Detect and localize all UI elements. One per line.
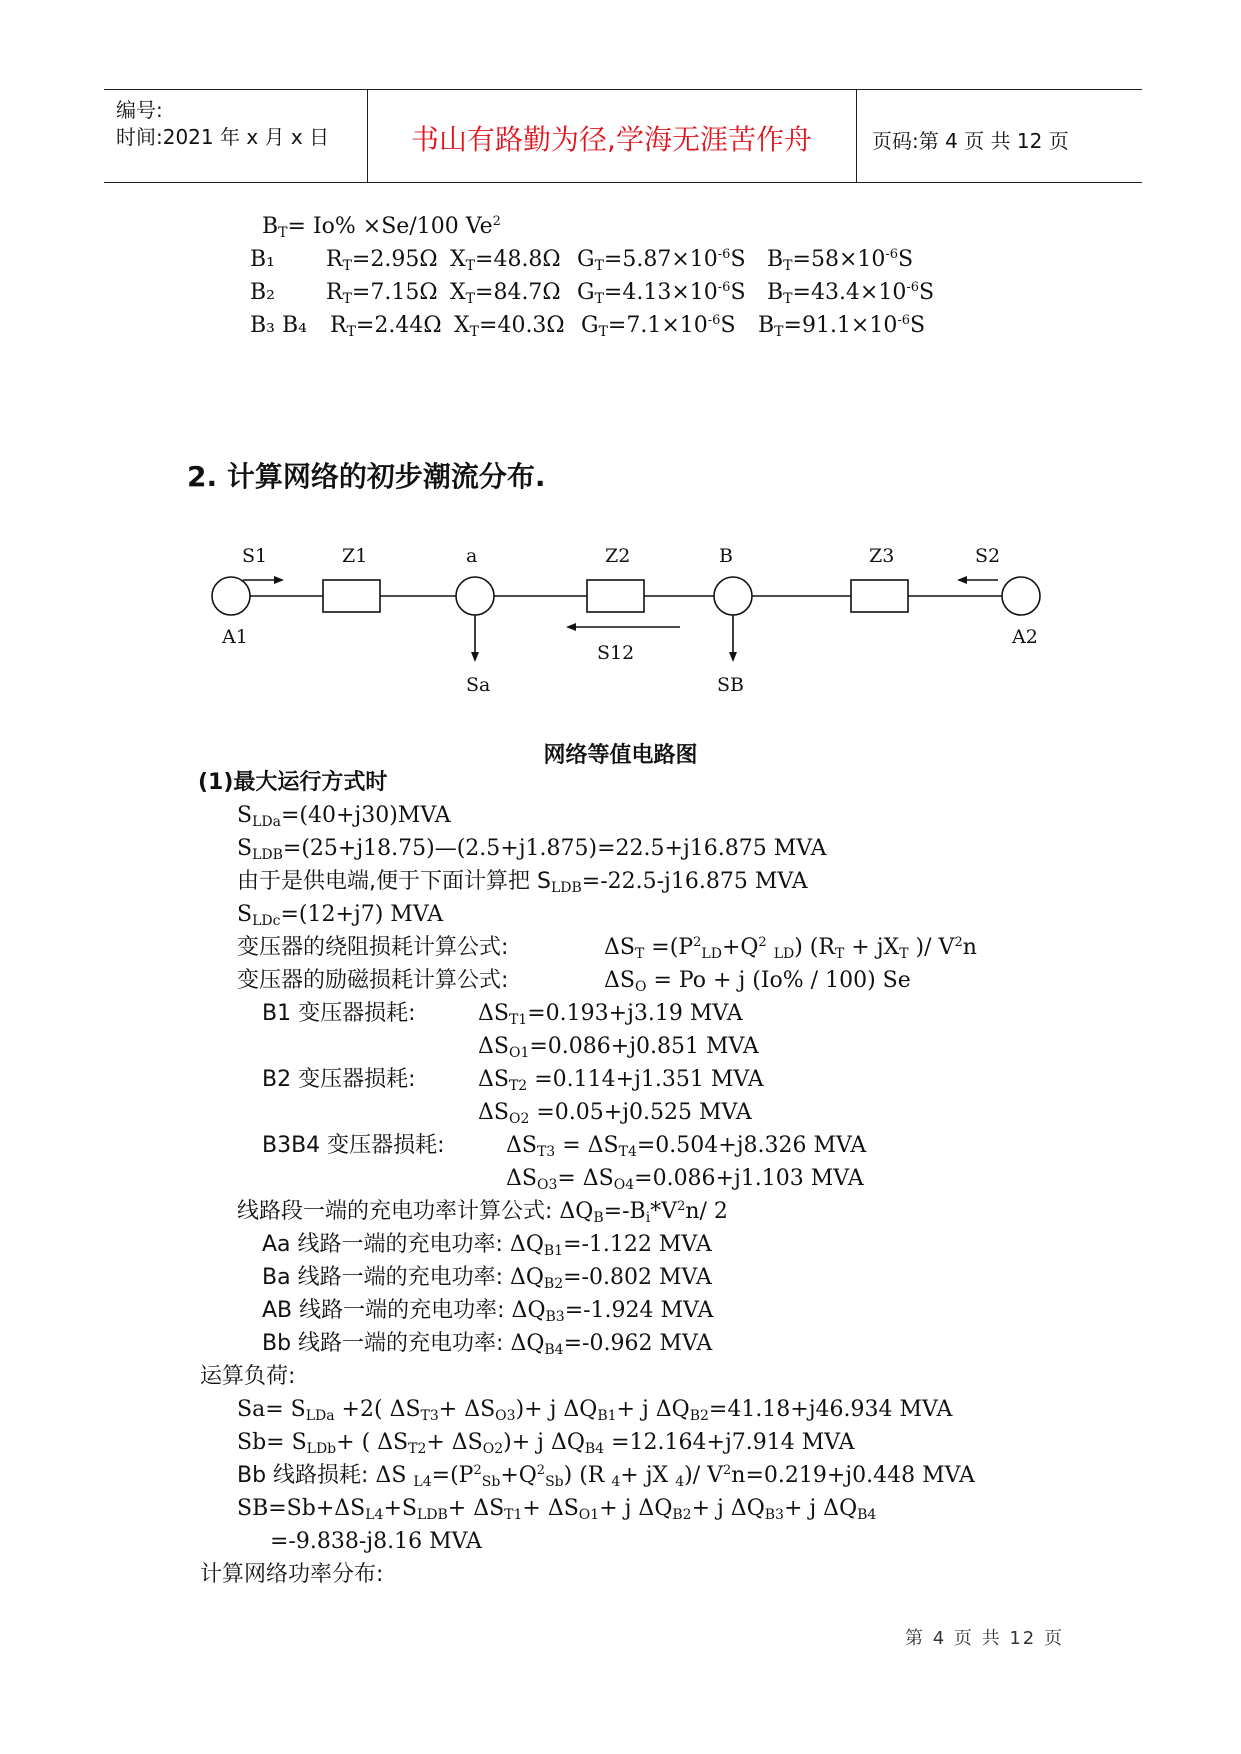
b34-so: $\Delta S_{O3}= \Delta S_{O4}=0.086+j1.103$ MVA: [506, 1166, 864, 1193]
header-number: 编号:: [116, 98, 163, 122]
node-a: [456, 577, 494, 615]
sa-formula: $Sa= S_{LDa} +2$( $\Delta S_{T3}+ \Delta S_{O3})+ j$ $\Delta Q_{B1}+ j$ $\Delta Q_{B2}=41.18+j46.934$ MVA: [237, 1397, 953, 1424]
charging-ab: AB 线路一端的充电功率: $\Delta Q_{B3}=-1.924$ MVA: [262, 1298, 714, 1325]
s-lda-line: $S_{LDa}=(40+j30)MVA$: [237, 803, 451, 830]
label-A2: A2: [1012, 626, 1038, 648]
label-a: a: [466, 545, 478, 567]
b1-st: $\Delta S_{T1}=0.193+j3.19$ MVA: [478, 1001, 743, 1028]
b1-so: $\Delta S_{O1}=0.086+j0.851$ MVA: [478, 1034, 759, 1061]
param-row-name: B₁: [250, 247, 275, 272]
charging-ba: Ba 线路一端的充电功率: $\Delta Q_{B2}=-0.802$ MVA: [262, 1265, 712, 1292]
b2-st: $\Delta S_{T2} =0.114+j1.351$ MVA: [478, 1067, 764, 1094]
label-S12: S12: [597, 642, 635, 664]
page-footer: 第 4 页 共 12 页: [905, 1628, 1064, 1649]
s-ldc-line: $S_{LDc}=(12+j7)$ MVA: [237, 902, 444, 929]
excitation-loss-formula: $\Delta S_O = Po + j$ (Io% / 100) Se: [604, 968, 911, 995]
section-title: 2. 计算网络的初步潮流分布.: [187, 460, 546, 493]
b1-loss-label: B1 变压器损耗:: [262, 1001, 416, 1026]
param-row-name: B₂: [250, 280, 275, 305]
label-A1: A1: [222, 626, 248, 648]
b2-so: $\Delta S_{O2} =0.05+j0.525$ MVA: [478, 1100, 752, 1127]
case-title: (1)最大运行方式时: [198, 770, 388, 795]
header-motto: 书山有路勤为径,学海无涯苦作舟: [411, 123, 812, 156]
SB-formula: $SB=Sb+\Delta S_{L4}+S_{LDB}+ \Delta S_{T1}+ \Delta S_{O1}+ j$ $\Delta Q_{B2}+ j$ $\Delta Q_{B3}+ j$ $\Delta Q_{B4}$: [237, 1496, 877, 1523]
excitation-loss-label: 变压器的励磁损耗计算公式:: [237, 968, 509, 993]
b34-st: $\Delta S_{T3} = \Delta S_{T4}=0.504+j8.326$ MVA: [506, 1133, 867, 1160]
sb-formula: $Sb= S_{LDb}+$ ( $\Delta S_{T2}+ \Delta S_{O2})+ j$ $\Delta Q_{B4} =12.164+j7.914$ MVA: [237, 1430, 855, 1457]
SB-result: =-9.838-j8.16 MVA: [270, 1529, 482, 1554]
winding-loss-formula: $\Delta S_T =(P^2_{LD}+Q^2$ $_{LD}$) ($R_T + jX_T$ )/ $V^2n$: [604, 935, 977, 962]
impedance-Z2: [587, 580, 644, 612]
impedance-Z3: [851, 580, 908, 612]
bt-formula: $B_T= Io\% \times Se/100$ Ve$^2$: [262, 214, 501, 241]
label-B: B: [719, 545, 733, 567]
bb-line-loss: Bb 线路损耗: ΔS $_{L4}=(P^2_{Sb}+Q^2_{Sb})$ (R $_4$+ jX $_4$)/ $V^2n=0.219+j0.448$ MVA: [237, 1463, 975, 1490]
charging-bb: Bb 线路一端的充电功率: $\Delta Q_{B4}=-0.962$ MVA: [262, 1331, 713, 1358]
load-title: 运算负荷:: [200, 1364, 296, 1389]
node-A1: [212, 577, 250, 615]
param-row-name: B₃ B₄: [250, 313, 307, 338]
label-SB: SB: [717, 674, 744, 696]
label-S1: S1: [242, 545, 268, 567]
header-page: 页码:第 4 页 共 12 页: [872, 129, 1069, 153]
label-Z1: Z1: [342, 545, 368, 567]
charging-aa: Aa 线路一端的充电功率: $\Delta Q_{B1}=-1.122$ MVA: [262, 1232, 712, 1259]
label-Z3: Z3: [869, 545, 895, 567]
node-B: [714, 577, 752, 615]
label-Sa: Sa: [466, 674, 491, 696]
header-time: 时间:2021 年 x 月 x 日: [116, 125, 330, 149]
impedance-Z1: [323, 580, 380, 612]
winding-loss-label: 变压器的绕阻损耗计算公式:: [237, 935, 509, 960]
network-diagram: [0, 0, 1241, 720]
s-ldb-line: $S_{LDB}=(25+j18.75)—(2.5+j1.875)=22.5+j16.875$ MVA: [237, 836, 827, 863]
b34-loss-label: B3B4 变压器损耗:: [262, 1133, 445, 1158]
node-A2: [1002, 577, 1040, 615]
supply-note: 由于是供电端,便于下面计算把 $S_{LDB}=-22.5-j16.875$ MVA: [237, 869, 808, 896]
label-Z2: Z2: [605, 545, 631, 567]
label-S2: S2: [975, 545, 1001, 567]
b2-loss-label: B2 变压器损耗:: [262, 1067, 416, 1092]
charging-formula: 线路段一端的充电功率计算公式: $\Delta Q_B=-B_i*V^2n/$ 2: [237, 1199, 728, 1226]
diagram-caption: 网络等值电路图: [543, 743, 698, 768]
distribution-title: 计算网络功率分布:: [200, 1562, 384, 1587]
